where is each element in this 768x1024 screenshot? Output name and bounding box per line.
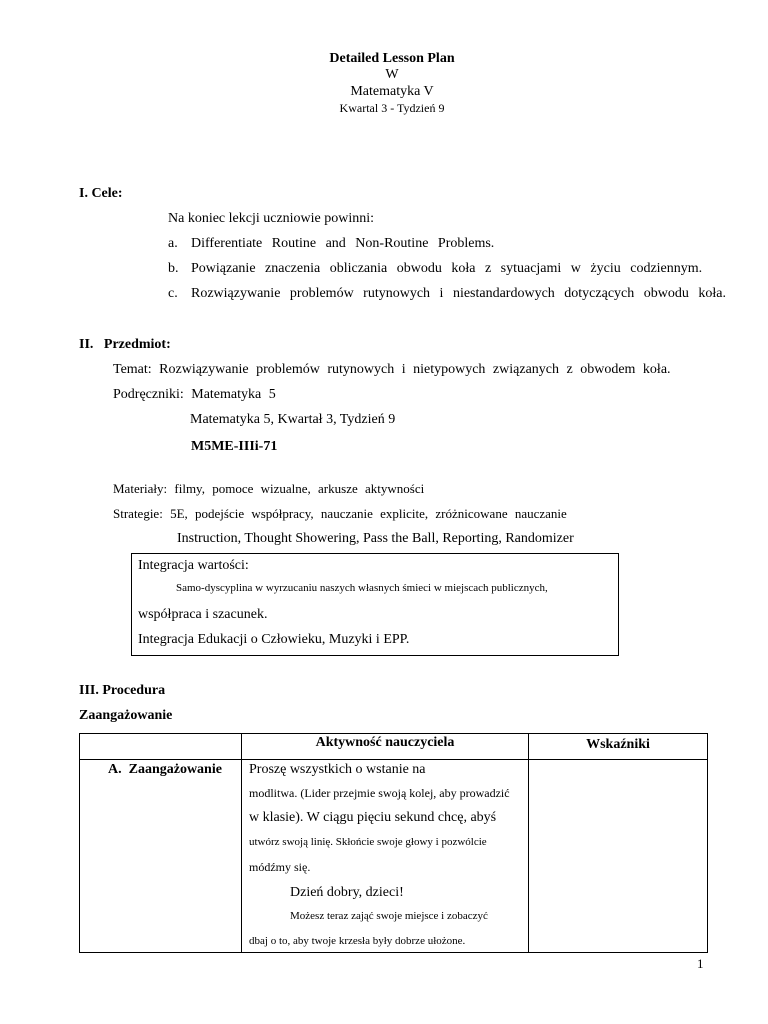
activity-line-6: Dzień dobry, dzieci! xyxy=(290,885,404,900)
table-row xyxy=(80,760,708,953)
activity-line-7: Możesz teraz zająć swoje miejsce i zobaczyć xyxy=(290,910,488,922)
table-header-indicators xyxy=(529,734,708,760)
section-objectives-heading: I. Cele: xyxy=(79,186,123,201)
quarter-week: Kwartal 3 - Tydzień 9 xyxy=(339,101,445,115)
subject-title: Matematyka V xyxy=(350,84,434,99)
values-integration-box xyxy=(131,553,619,656)
document-title-line2: W xyxy=(385,67,399,82)
objective-marker-b: b. xyxy=(168,261,179,276)
values-box-line2: Samo-dyscyplina w wyrzucaniu naszych własnych śmieci w miejscach publicznych, xyxy=(176,582,548,594)
values-box-heading: Integracja wartości: xyxy=(138,558,249,573)
document-title: Detailed Lesson Plan xyxy=(329,51,455,66)
subject-topic: Temat: Rozwiązywanie problemów rutynowych i nietypowych związanych z obwodem koła. xyxy=(113,362,671,377)
subject-materials: Materiały: filmy, pomoce wizualne, arkusze aktywności xyxy=(113,481,425,496)
activity-line-8: dbaj o to, aby twoje krzesła były dobrze ułożone. xyxy=(249,935,466,947)
indicators-header: Wskaźniki xyxy=(586,737,650,752)
values-box-line3: współpraca i szacunek. xyxy=(138,607,268,622)
objective-item-b: Powiązanie znaczenia obliczania obwodu koła z sytuacjami w życiu codziennym. xyxy=(191,261,703,276)
engagement-row-label: A. Zaangażowanie xyxy=(108,762,222,777)
activity-line-1: Proszę wszystkich o wstanie na xyxy=(249,762,426,777)
objective-marker-c: c. xyxy=(168,286,178,301)
section-subject-heading: II. Przedmiot: xyxy=(79,337,171,352)
activity-line-3: w klasie). W ciągu pięciu sekund chcę, abyś xyxy=(249,810,497,825)
teacher-activity-header: Aktywność nauczyciela xyxy=(315,735,455,750)
table-header-teacher xyxy=(242,734,529,760)
subject-textbooks-detail: Matematyka 5, Kwartał 3, Tydzień 9 xyxy=(190,412,396,427)
subject-strategies: Strategie: 5E, podejście współpracy, nauczanie explicite, zróżnicowane nauczanie xyxy=(113,506,567,521)
subject-strategies-cont: Instruction, Thought Showering, Pass the Ball, Reporting, Randomizer xyxy=(177,531,574,546)
subject-textbooks: Podręczniki: Matematyka 5 xyxy=(113,387,276,402)
objectives-intro: Na koniec lekcji uczniowie powinni: xyxy=(168,211,375,226)
teacher-activity-cell xyxy=(242,760,529,953)
objective-item-c: Rozwiązywanie problemów rutynowych i niestandardowych dotyczących obwodu koła. xyxy=(191,286,726,301)
activity-line-5: módźmy się. xyxy=(249,860,311,874)
table-header-empty xyxy=(80,734,242,760)
activity-line-2: modlitwa. (Lider przejmie swoją kolej, aby prowadzić xyxy=(249,786,510,800)
section-procedure-heading: III. Procedura xyxy=(79,683,166,698)
page-number: 1 xyxy=(697,956,704,971)
table-header-row xyxy=(80,734,708,760)
competency-code: M5ME-IIIi-71 xyxy=(191,439,278,454)
values-box-line4: Integracja Edukacji o Człowieku, Muzyki i EPP. xyxy=(138,632,410,647)
procedure-table xyxy=(79,733,708,953)
objective-item-a: Differentiate Routine and Non-Routine Problems. xyxy=(191,236,495,251)
activity-line-4: utwórz swoją linię. Skłońcie swoje głowy i pozwólcie xyxy=(249,836,487,848)
objective-marker-a: a. xyxy=(168,236,178,251)
procedure-engagement-subheading: Zaangażowanie xyxy=(79,708,173,723)
row-label-cell xyxy=(80,760,242,953)
indicators-cell xyxy=(529,760,708,953)
